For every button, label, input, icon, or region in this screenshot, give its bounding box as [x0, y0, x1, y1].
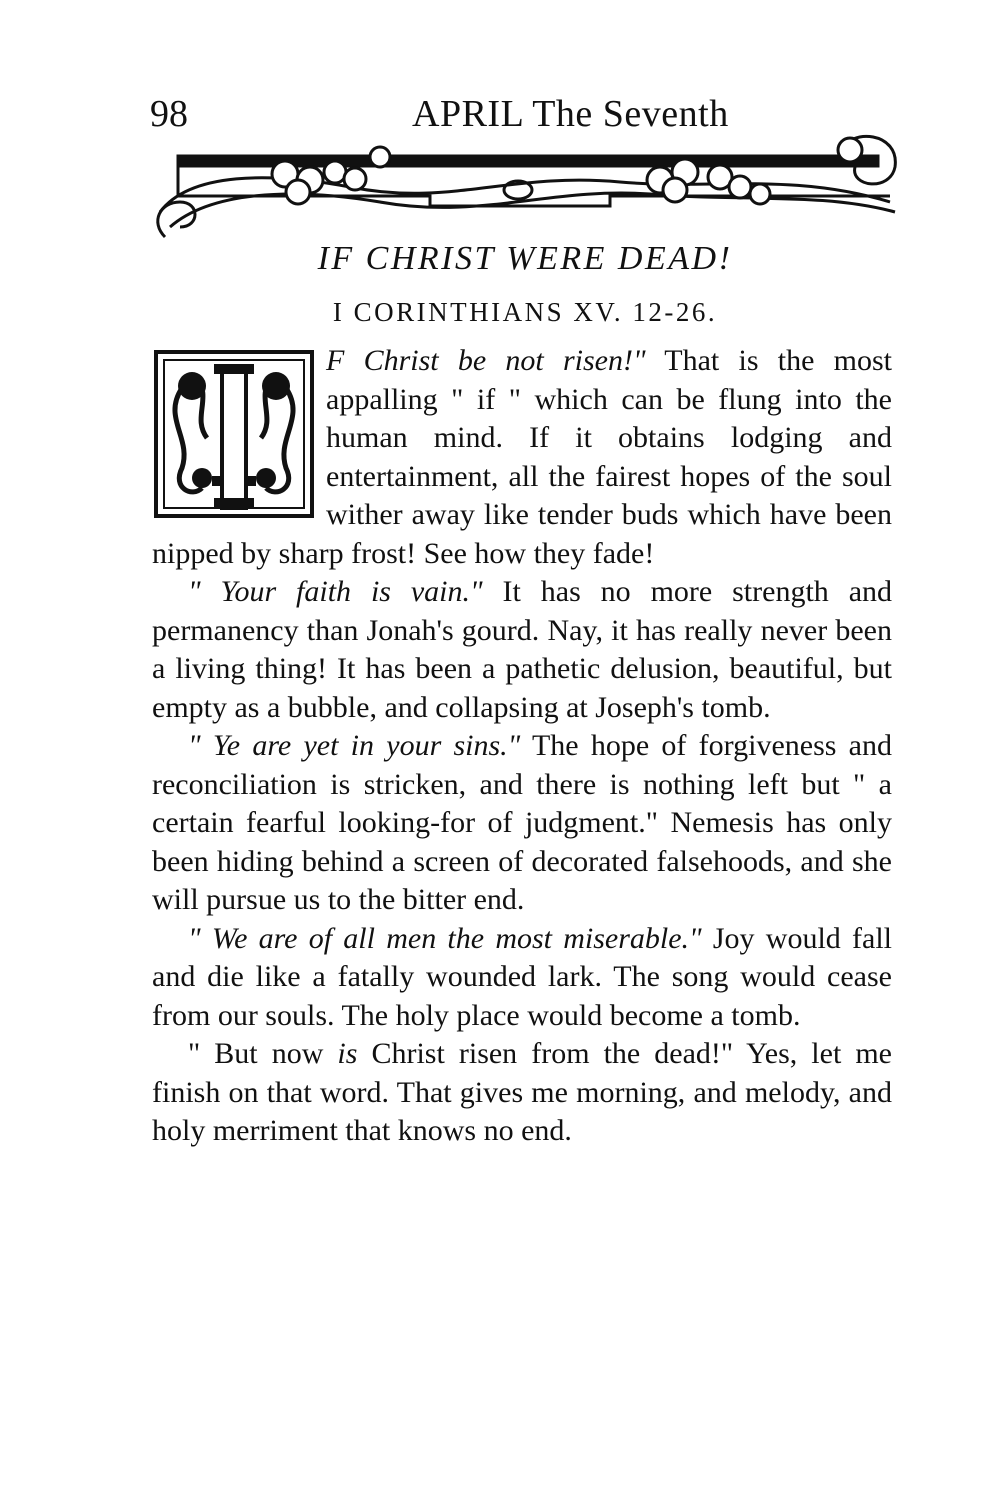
paragraph-3: [152, 727, 892, 920]
page-header: [150, 92, 900, 252]
paragraph-2: [152, 573, 892, 727]
paragraph-5-text-b: Christ risen from the dead!" Yes, let me finish on that word. That gives me morning, and melody, and holy merriment that knows no end.: [152, 1037, 892, 1147]
floral-vine-border-icon: [150, 132, 900, 242]
paragraph-4-text: Joy would fall and die like a fatally wounded lark. The song would cease from our souls. The holy place would become a tomb.: [152, 921, 892, 1032]
paragraph-5-text-a: " But now: [188, 1037, 338, 1070]
paragraph-2-quote: " Your faith is vain.": [188, 575, 483, 608]
paragraph-4-quote: " We are of all men the most miserable.": [188, 921, 702, 955]
paragraph-1-quote: F Christ be not risen!": [326, 344, 646, 377]
body-text: [152, 342, 892, 1151]
page-number: 98: [150, 93, 188, 135]
chapter-title: IF CHRIST WERE DEAD!: [317, 240, 733, 277]
ornate-initial-icon: [152, 348, 316, 520]
paragraph-5: [152, 1035, 892, 1151]
paragraph-3-text: The hope of forgiveness and reconciliation is stricken, and there is nothing left but " a certain fearful looking-for of judgment." Nemesis has only been hiding behind a screen of decorated falsehoods, and she will pursue us to the bitter end.: [152, 729, 892, 916]
paragraph-3-quote: " Ye are yet in your sins.": [188, 729, 521, 762]
scripture-reference: I CORINTHIANS XV. 12-26.: [332, 297, 718, 327]
running-title: APRIL The Seventh: [412, 93, 729, 135]
paragraph-2-text: It has no more strength and permanency than Jonah's gourd. Nay, it has really never been a living thing! It has been a pathetic delusion, beautiful, but empty as a bubble, and collapsing at Joseph's tomb.: [152, 575, 893, 724]
paragraph-5-emphasis: is: [337, 1037, 358, 1070]
paragraph-1-text: That is the most appalling " if " which can be flung into the human mind. If it obtains lodging and entertainment, all the fairest hopes of the soul wither away like tender buds which have been nipped by sharp frost! See how they fade!: [152, 344, 892, 570]
paragraph-4: [152, 920, 892, 1036]
